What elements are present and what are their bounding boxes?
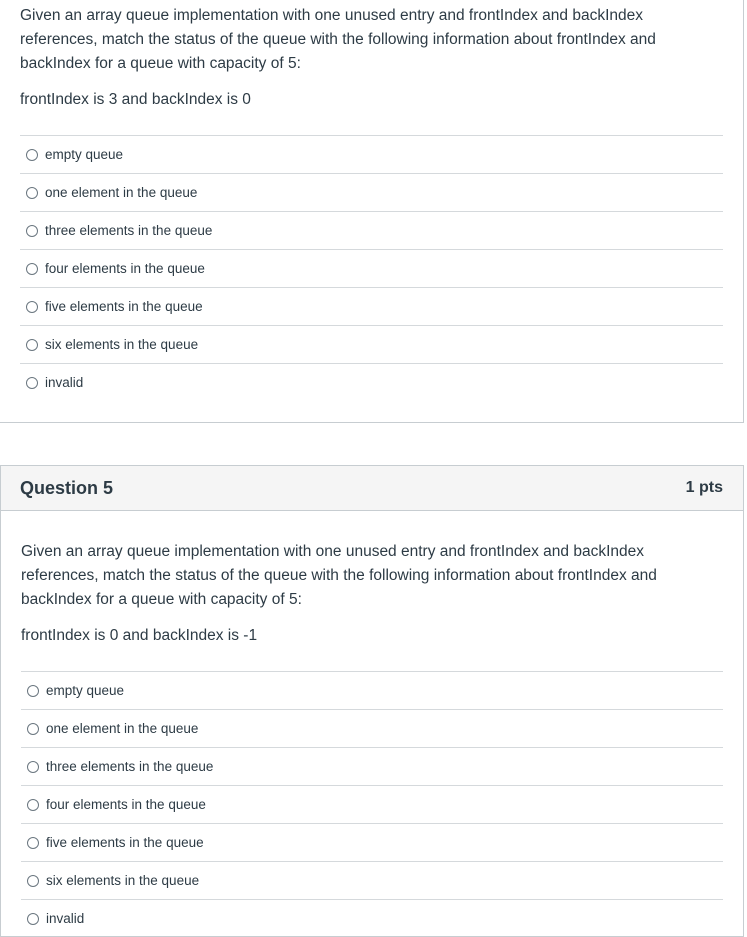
question-5-header [1,466,743,511]
answer-option[interactable] [21,671,723,709]
answer-option[interactable] [21,823,723,861]
question-title: Question 5 [20,477,114,498]
radio-button-icon[interactable] [27,685,39,697]
answer-label: five elements in the queue [46,835,204,850]
answer-label: one element in the queue [45,185,198,200]
radio-button-icon[interactable] [26,187,38,199]
answer-label: invalid [46,911,85,926]
radio-button-icon[interactable] [26,339,38,351]
question-4-answers [20,135,723,401]
answer-label: empty queue [45,147,124,162]
answer-label: invalid [45,375,84,390]
radio-button-icon[interactable] [27,723,39,735]
answer-label: four elements in the queue [45,261,205,276]
question-points: 1 pts [685,479,723,496]
answer-label: six elements in the queue [45,337,199,352]
answer-option[interactable] [20,249,723,287]
question-5-card [0,465,744,937]
radio-button-icon[interactable] [27,837,39,849]
answer-label: three elements in the queue [45,223,213,238]
question-4-text: Given an array queue implementation with one unused entry and frontIndex and backIndex references, match the status of the queue with the following information about frontIndex and backIndex for a queue with capacity of 5: [20,7,656,72]
answer-option[interactable] [21,747,723,785]
question-5-answers [21,671,723,937]
answer-label: four elements in the queue [46,797,206,812]
answer-option[interactable] [21,861,723,899]
radio-button-icon[interactable] [26,263,38,275]
answer-option[interactable] [20,287,723,325]
answer-label: three elements in the queue [46,759,214,774]
radio-button-icon[interactable] [26,225,38,237]
answer-label: empty queue [46,683,125,698]
radio-button-icon[interactable] [26,377,38,389]
answer-option[interactable] [20,211,723,249]
answer-option[interactable] [21,899,723,937]
question-4-subtext: frontIndex is 3 and backIndex is 0 [20,91,251,108]
answer-option[interactable] [20,325,723,363]
radio-button-icon[interactable] [27,913,39,925]
answer-option[interactable] [21,709,723,747]
answer-option[interactable] [20,135,723,173]
answer-label: six elements in the queue [46,873,200,888]
answer-option[interactable] [21,785,723,823]
radio-button-icon[interactable] [27,799,39,811]
radio-button-icon[interactable] [27,875,39,887]
radio-button-icon[interactable] [27,761,39,773]
question-5-subtext: frontIndex is 0 and backIndex is -1 [21,627,258,644]
answer-label: one element in the queue [46,721,199,736]
answer-option[interactable] [20,363,723,401]
radio-button-icon[interactable] [26,149,38,161]
answer-option[interactable] [20,173,723,211]
question-5-text: Given an array queue implementation with one unused entry and frontIndex and backIndex references, match the status of the queue with the following information about frontIndex and backIndex for a queue with capacity of 5: [21,543,657,608]
question-4-card [0,0,744,423]
answer-label: five elements in the queue [45,299,203,314]
radio-button-icon[interactable] [26,301,38,313]
